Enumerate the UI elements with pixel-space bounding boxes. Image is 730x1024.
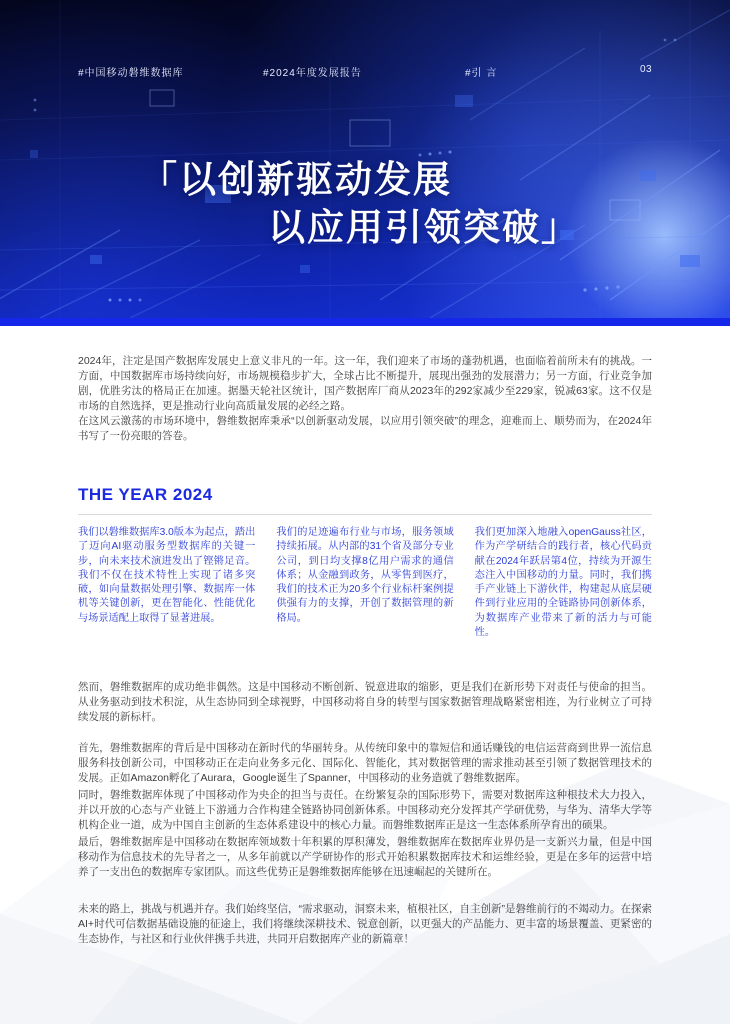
banner-background	[0, 0, 730, 318]
tag-report: #2024年度发展报告	[263, 68, 362, 79]
banner-title	[140, 156, 580, 252]
body-paragraph: 最后，磐维数据库是中国移动在数据库领域数十年积累的厚积薄发，磐维数据库在数据库业界仍是一支新兴力量，但是中国移动作为信息技术的先导者之一，从多年前就以产学研协作的形式开始积累数据库技术和运维经验，更是在多年的运营中培养了一支出色的数据库专家团队。而这些优势正是磐维数据库能够在迅速崛起的关键所在。	[78, 836, 652, 879]
highlight-columns	[78, 526, 652, 640]
body-paragraph: 然而，磐维数据库的成功绝非偶然。这是中国移动不断创新、锐意进取的缩影，更是我们在新形势下对责任与使命的担当。从业务驱动到技术积淀，从生态协同到全球视野，中国移动将自身的转型与国家数据管理战略紧密相连，为行业树立了可持续发展的新标杆。	[78, 681, 652, 724]
intro-paragraph: 在这风云激荡的市场环境中，磐维数据库秉承“以创新驱动发展，以应用引领突破”的理念，迎难而上、顺势而为，在2024年书写了一份亮眼的答卷。	[78, 415, 652, 442]
tag-product: #中国移动磐维数据库	[78, 68, 184, 79]
banner-title-line1: 「以创新驱动发展	[140, 159, 452, 200]
column-market: 我们的足迹遍布行业与市场，服务领域持续拓展。从内部的31个省及部分专业公司，到日均支撑8亿用户需求的通信体系；从金融到政务，从零售到医疗，我们的技术正为20多个行业标杆案例提供强有力的支撑，开创了数据管理的新格局。	[276, 527, 454, 624]
section-heading: THE YEAR 2024	[78, 485, 213, 504]
banner-accent-bar	[0, 318, 730, 326]
banner	[0, 0, 730, 326]
tag-chapter: #引 言	[465, 68, 498, 79]
page-content	[78, 354, 652, 947]
body-paragraph: 同时，磐维数据库体现了中国移动作为央企的担当与责任。在纷繁复杂的国际形势下，需要对数据库这种根技术大力投入，并以开放的心态与产业链上下游通力合作构建全链路协同创新体系。中国移动充分发挥其产学研优势，与华为、清华大学等机构企业一道，成为中国自主创新的生态体系建设中的核心力量。而磐维数据库正是这一生态体系所孕育出的硕果。	[78, 789, 652, 832]
body-paragraph: 首先，磐维数据库的背后是中国移动在新时代的华丽转身。从传统印象中的靠短信和通话赚钱的电信运营商到世界一流信息服务科技创新公司，中国移动正在走向业务多元化、国际化、智能化，其对数据管理的需求推动甚至引领了数据管理技术的发展。正如Amazon孵化了Aurara，Google诞生了Spanner，中国移动的业务造就了磐维数据库。	[78, 742, 652, 785]
banner-title-line2: 以应用引领突破」	[268, 207, 580, 248]
column-ecosystem: 我们更加深入地融入openGauss社区，作为产学研结合的践行者，核心代码贡献在2024年跃居第4位，持续为开源生态注入中国移动的力量。同时，我们携手产业链上下游伙伴，构建起从底层硬件到行业应用的全链路协同创新体系，为数据库产业带来了新的活力与可能性。	[474, 527, 652, 639]
banner-tag-row	[0, 64, 730, 78]
intro-paragraph: 2024年，注定是国产数据库发展史上意义非凡的一年。这一年，我们迎来了市场的蓬勃机遇，也面临着前所未有的挑战。一方面，中国数据库市场持续向好，市场规模稳步扩大，全球占比不断提升，展现出强劲的发展潜力；另一方面，行业竞争加剧，优胜劣汰的格局正在加速。据墨天轮社区统计，国产数据库厂商从2023年的292家减少至229家，锐减63家。这不仅是市场的自然选择，更是推动行业向高质量发展的必经之路。	[78, 355, 652, 412]
column-technology: 我们以磐维数据库3.0版本为起点，踏出了迈向AI驱动服务型数据库的关键一步，向未来技术演进发出了铿锵足音。我们不仅在技术特性上实现了诸多突破，如向量数据处理引擎、数据库一体机等关键创新，更在智能化、性能优化与场景适配上取得了显著进展。	[78, 527, 256, 624]
body-paragraph: 未来的路上，挑战与机遇并存。我们始终坚信，“需求驱动，洞察未来，植根社区，自主创新”是磐维前行的不竭动力。在探索AI+时代可信数据基础设施的征途上，我们将继续深耕技术、锐意创新，以更强大的产品能力、更丰富的场景覆盖、更紧密的生态协作，与社区和行业伙伴携手共进，共同开启数据库产业的新篇章！	[78, 903, 652, 946]
section-divider	[78, 514, 652, 515]
page-number: 03	[640, 64, 653, 75]
intro-section	[78, 354, 652, 444]
